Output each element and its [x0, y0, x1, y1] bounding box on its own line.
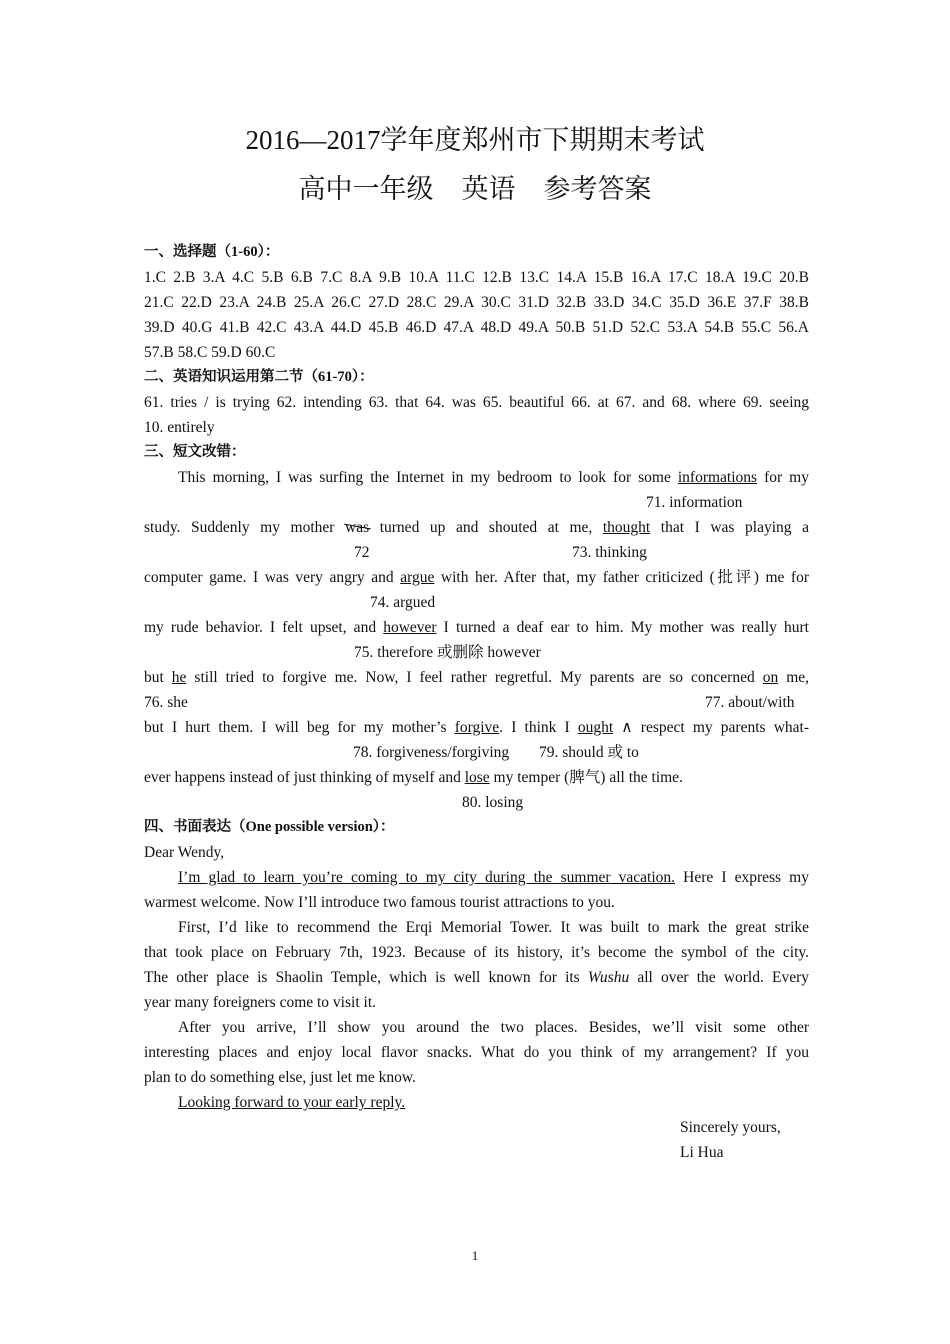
subtitle-subject: 英语: [461, 174, 516, 205]
letter-line: I’m glad to learn you’re coming to my city during the summer vacation. Here I express my: [178, 869, 809, 886]
error-word: he: [171, 669, 187, 686]
letter-signature: Li Hua: [680, 1144, 724, 1161]
page-number: 1: [471, 1248, 479, 1263]
subtitle-grade: 高中一年级: [298, 174, 434, 205]
correction-76: 76. she: [144, 694, 188, 711]
letter-line: The other place is Shaolin Temple, which is well known for its Wushu all over the world. Every: [144, 969, 810, 986]
correction-78: 78. forgiveness/forgiving: [353, 744, 510, 761]
correction-79: 79. should 或 to: [539, 744, 639, 761]
section1-answers-line: 21.C 22.D 23.A 24.B 25.A 26.C 27.D 28.C 29.A 30.C 31.D 32.B 33.D 34.C 35.D 36.E 37.F 38.B: [144, 294, 809, 311]
correction-75: 75. therefore 或删除 however: [354, 644, 541, 661]
error-word: argue: [400, 569, 435, 586]
letter-line: year many foreigners come to visit it.: [144, 994, 377, 1011]
error-word-deleted: was: [345, 515, 369, 540]
correction-line: [144, 540, 809, 565]
section2-answers-line: 10. entirely: [144, 419, 215, 436]
passage-line: my rude behavior. I felt upset, and however I turned a deaf ear to him. My mother was really hurt: [144, 619, 809, 636]
letter-signoff: Sincerely yours,: [680, 1119, 781, 1136]
section1-answers-line: 39.D 40.G 41.B 42.C 43.A 44.D 45.B 46.D 47.A 48.D 49.A 50.B 51.D 52.C 53.A 54.B 55.C 56.A: [144, 319, 809, 336]
correction-77: 77. about/with: [705, 694, 795, 711]
correction-line: [144, 790, 809, 815]
passage-line: This morning, I was surfing the Internet in my bedroom to look for some informations for my: [178, 469, 809, 486]
letter-line: plan to do something else, just let me know.: [144, 1069, 416, 1086]
correction-line: [144, 490, 809, 515]
correction-line: [144, 690, 809, 715]
passage-line: but I hurt them. I will beg for my mother’s forgive. I think I ought ∧ respect my parents what-: [144, 719, 810, 736]
correction-line: [144, 640, 809, 665]
section2-answers-line: 61. tries / is trying 62. intending 63. that 64. was 65. beautiful 66. at 67. and 68. where 69. seeing: [144, 394, 809, 411]
correction-73: 73. thinking: [572, 544, 647, 561]
correction-71: 71. information: [646, 494, 743, 511]
letter-line: First, I’d like to recommend the Erqi Memorial Tower. It was built to mark the great strike: [178, 919, 809, 936]
passage-line: study. Suddenly my mother was turned up and shouted at me, thought that I was playing a: [144, 515, 809, 540]
correction-72: 72: [354, 544, 370, 561]
letter-line: After you arrive, I’ll show you around the two places. Besides, we’ll visit some other: [178, 1019, 809, 1036]
page-title: 2016—2017学年度郑州市下期期末考试: [245, 125, 705, 155]
section1-answers-line: 57.B 58.C 59.D 60.C: [144, 344, 276, 361]
subtitle-type: 参考答案: [543, 174, 652, 205]
letter-closing: Looking forward to your early reply.: [178, 1094, 406, 1111]
letter-line: that took place on February 7th, 1923. Because of its history, it’s become the symbol of the city.: [144, 944, 809, 961]
section1-heading: 一、选择题（1-60）：: [144, 244, 280, 260]
error-word: forgive: [454, 719, 500, 736]
page-subtitle: [0, 170, 950, 210]
section3-heading: 三、短文改错：: [144, 444, 246, 460]
section1-answers-line: 1.C 2.B 3.A 4.C 5.B 6.B 7.C 8.A 9.B 10.A 11.C 12.B 13.C 14.A 15.B 16.A 17.C 18.A 19.C 20.B: [144, 269, 809, 286]
passage-line: computer game. I was very angry and argue with her. After that, my father criticized (批评) me for: [144, 569, 809, 586]
letter-line: interesting places and enjoy local flavor snacks. What do you think of my arrangement? If you: [144, 1044, 809, 1061]
error-word: however: [383, 619, 437, 636]
answer-content: [144, 240, 809, 1165]
correction-80: 80. losing: [462, 794, 524, 811]
error-word: ought: [577, 719, 614, 736]
error-word: thought: [602, 519, 651, 536]
correction-line: [144, 740, 809, 765]
section2-heading: 二、英语知识运用第二节（61-70）：: [144, 369, 374, 385]
correction-74: 74. argued: [370, 594, 436, 611]
error-word: informations: [677, 469, 758, 486]
passage-line: ever happens instead of just thinking of myself and lose my temper (脾气) all the time.: [144, 769, 683, 786]
correction-line: [144, 590, 809, 615]
letter-greeting: Dear Wendy,: [144, 844, 225, 861]
error-word: on: [762, 669, 779, 686]
error-word: lose: [464, 769, 490, 786]
section4-heading: 四、书面表达（One possible version）：: [144, 819, 395, 835]
letter-line: warmest welcome. Now I’ll introduce two famous tourist attractions to you.: [144, 894, 615, 911]
passage-line: but he still tried to forgive me. Now, I feel rather regretful. My parents are so concerned on me,: [144, 669, 810, 686]
